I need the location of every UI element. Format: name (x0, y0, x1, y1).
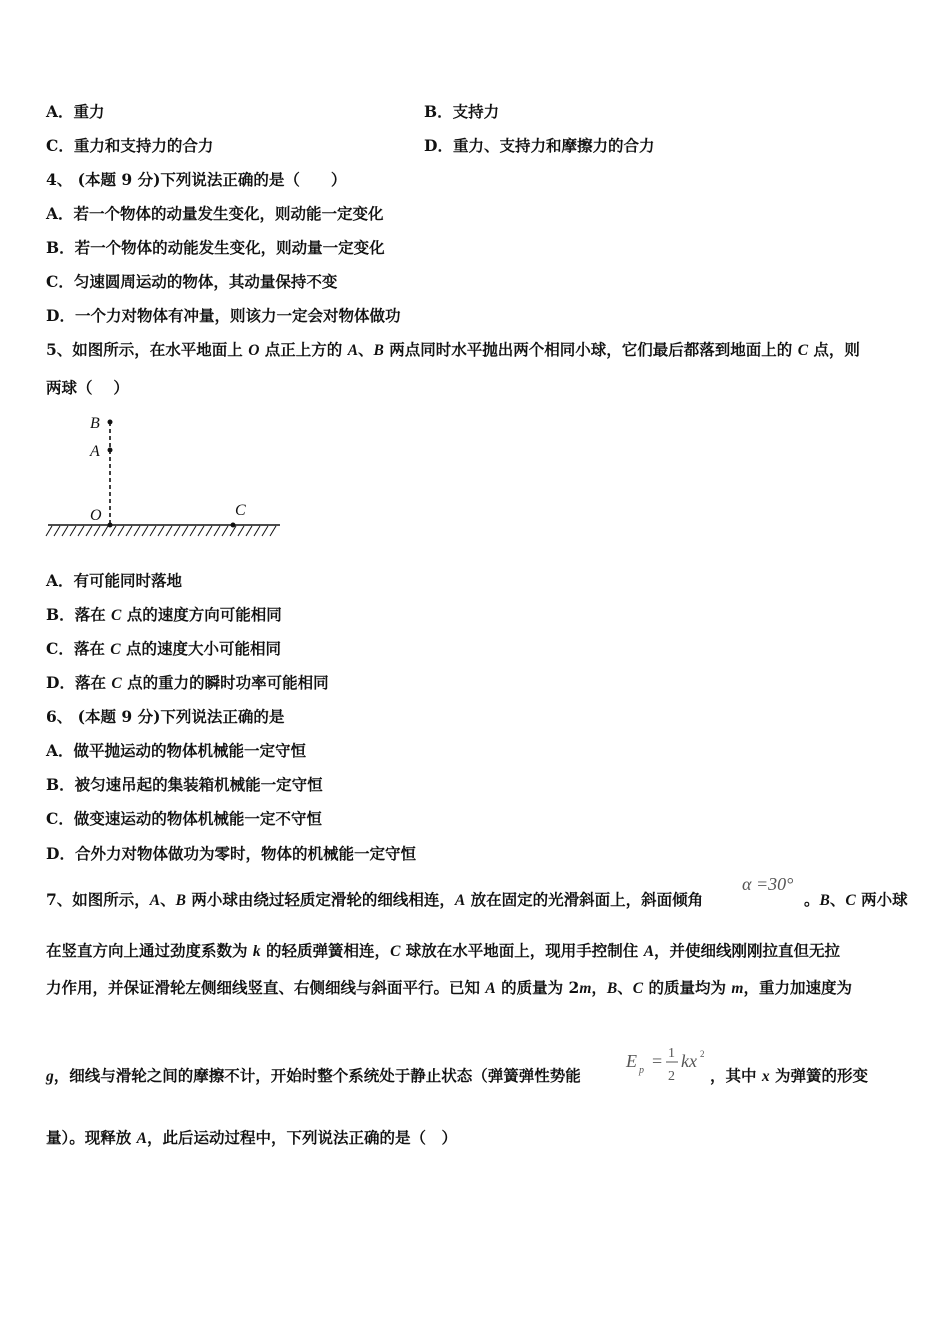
q7-stem-line-4-tail: ，其中 x 为弹簧的形变 (710, 1066, 869, 1085)
q6-option-a: A．做平抛运动的物体机械能一定守恒 (46, 741, 307, 760)
q7-stem-line-1: 7、如图所示，A、B 两小球由绕过轻质定滑轮的细线相连，A 放在固定的光滑斜面上，斜面倾角 (46, 890, 704, 909)
q6-option-b: B．被匀速吊起的集装箱机械能一定守恒 (46, 775, 323, 794)
svg-text:E: E (626, 1051, 637, 1071)
q5-option-b: B．落在 C 点的速度方向可能相同 (46, 605, 282, 624)
svg-text:=: = (652, 1051, 663, 1071)
svg-text:kx: kx (681, 1051, 697, 1071)
point-b-dot (108, 420, 113, 425)
q4-option-a: A．若一个物体的动量发生变化，则动能一定变化 (46, 204, 384, 223)
svg-text:2: 2 (700, 1049, 705, 1059)
q7-stem-line-3: 力作用，并保证滑轮左侧细线竖直、右侧细线与斜面平行。已知 A 的质量为 2m，B、C 的质量均为 m，重力加速度为 (46, 978, 852, 997)
ground-hatching (46, 526, 276, 536)
angle-formula: α =30° (742, 874, 794, 894)
q5-option-d: D．落在 C 点的重力的瞬时功率可能相同 (46, 673, 329, 692)
label-b: B (90, 415, 100, 432)
point-a-dot (108, 448, 113, 453)
spring-energy-formula (624, 1040, 710, 1088)
svg-text:p: p (639, 1065, 644, 1076)
q3-option-row-2 (46, 136, 655, 156)
q7-stem-line-1-tail: 。B、C 两小球 (804, 890, 908, 909)
q3-option-c: C．重力和支持力的合力 (46, 136, 214, 155)
q7-stem-line-5: 量）。现释放 A，此后运动过程中，下列说法正确的是（ ） (46, 1128, 458, 1147)
svg-text:2: 2 (668, 1069, 675, 1084)
q5-figure (44, 408, 284, 540)
q4-option-b: B．若一个物体的动能发生变化，则动量一定变化 (46, 238, 385, 257)
q5-option-a: A．有可能同时落地 (46, 571, 183, 590)
label-a: A (90, 443, 100, 460)
q7-stem-line-2: 在竖直方向上通过劲度系数为 k 的轻质弹簧相连，C 球放在水平地面上，现用手控制住 A，并使细线刚刚拉直但无拉 (46, 941, 841, 960)
q7-stem-line-4: g，细线与滑轮之间的摩擦不计，开始时整个系统处于静止状态（弹簧弹性势能 (46, 1066, 581, 1085)
q3-option-d: D．重力、支持力和摩擦力的合力 (424, 136, 655, 155)
q6-option-c: C．做变速运动的物体机械能一定不守恒 (46, 809, 322, 828)
q4-option-d: D．一个力对物体有冲量，则该力一定会对物体做功 (46, 306, 401, 325)
q6-stem: 6、 (本题 9 分)下列说法正确的是 (46, 707, 285, 726)
q5-option-c: C．落在 C 点的速度大小可能相同 (46, 639, 281, 658)
q6-option-d: D．合外力对物体做功为零时，物体的机械能一定守恒 (46, 844, 416, 863)
q3-option-b: B．支持力 (424, 102, 500, 121)
q5-stem-line-2: 两球（ ） (46, 378, 129, 397)
q4-option-c: C．匀速圆周运动的物体，其动量保持不变 (46, 272, 338, 291)
q5-stem-line-1: 5、如图所示，在水平地面上 O 点正上方的 A、B 两点同时水平抛出两个相同小球，它们最后都落到地面上的 C 点，则 (46, 340, 860, 359)
label-c: C (235, 502, 246, 519)
label-o: O (90, 507, 102, 524)
q4-stem: 4、 (本题 9 分)下列说法正确的是（ ） (46, 170, 347, 189)
q3-option-row-1 (46, 102, 500, 122)
svg-text:1: 1 (668, 1046, 675, 1061)
q3-option-a: A．重力 (46, 102, 105, 121)
